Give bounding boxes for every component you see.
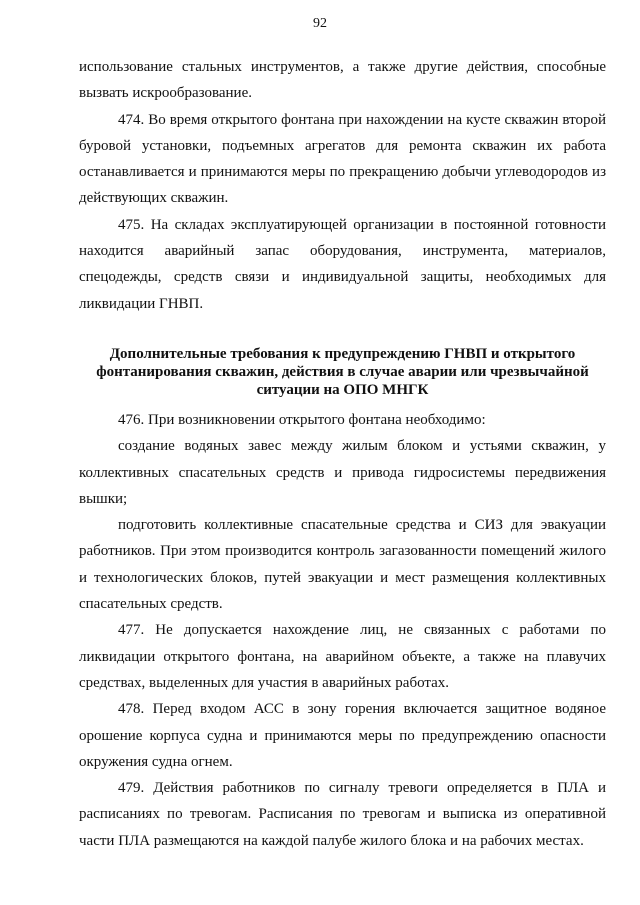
paragraph-474: 474. Во время открытого фонтана при нахождении на кусте скважин второй буровой установки, подъемных агрегатов для ремонта скважин их работа останавливается и принимаются меры по прекращению добычи углеводородов из действующих скважин. [79,111,606,207]
section-heading: Дополнительные требования к предупреждению ГНВП и открытого фонтанирования скважин, действия в случае аварии или чрезвычайной ситуации на ОПО МНГК [96,345,589,398]
document-body [79,54,606,854]
paragraph-477: 477. Не допускается нахождение лиц, не связанных с работами по ликвидации открытого фонтана, на аварийном объекте, а также на плавучих средствах, выделенных для участия в аварийных работах. [79,622,606,691]
paragraph-476-item-1: создание водяных завес между жилым блоком и устьями скважин, у коллективных спасательных средств и привода гидросистемы передвижения вышки; [79,438,606,507]
paragraph-continuation: использование стальных инструментов, а также другие действия, способные вызвать искрообразование. [79,59,606,102]
paragraph-479: 479. Действия работников по сигналу тревоги определяется в ПЛА и расписаниях по тревогам. Расписания по тревогам и выписка из оперативной части ПЛА размещаются на каждой палубе жилого блока и на рабочих местах. [79,780,606,849]
paragraph-476-item-2: подготовить коллективные спасательные средства и СИЗ для эвакуации работников. При этом производится контроль загазованности помещений жилого и технологических блоков, путей эвакуации и мест размещения коллективных спасательных средств. [79,517,606,613]
paragraph-475: 475. На складах эксплуатирующей организации в постоянной готовности находится аварийный запас оборудования, инструмента, материалов, спецодежды, средств связи и индивидуальной защиты, необходимых для ликвидации ГНВП. [79,216,606,312]
paragraph-476: 476. При возникновении открытого фонтана необходимо: [118,411,486,428]
page-number: 92 [313,16,327,31]
paragraph-478: 478. Перед входом АСС в зону горения включается защитное водяное орошение корпуса судна и принимаются меры по предупреждению опасности окружения судна огнем. [79,701,606,770]
